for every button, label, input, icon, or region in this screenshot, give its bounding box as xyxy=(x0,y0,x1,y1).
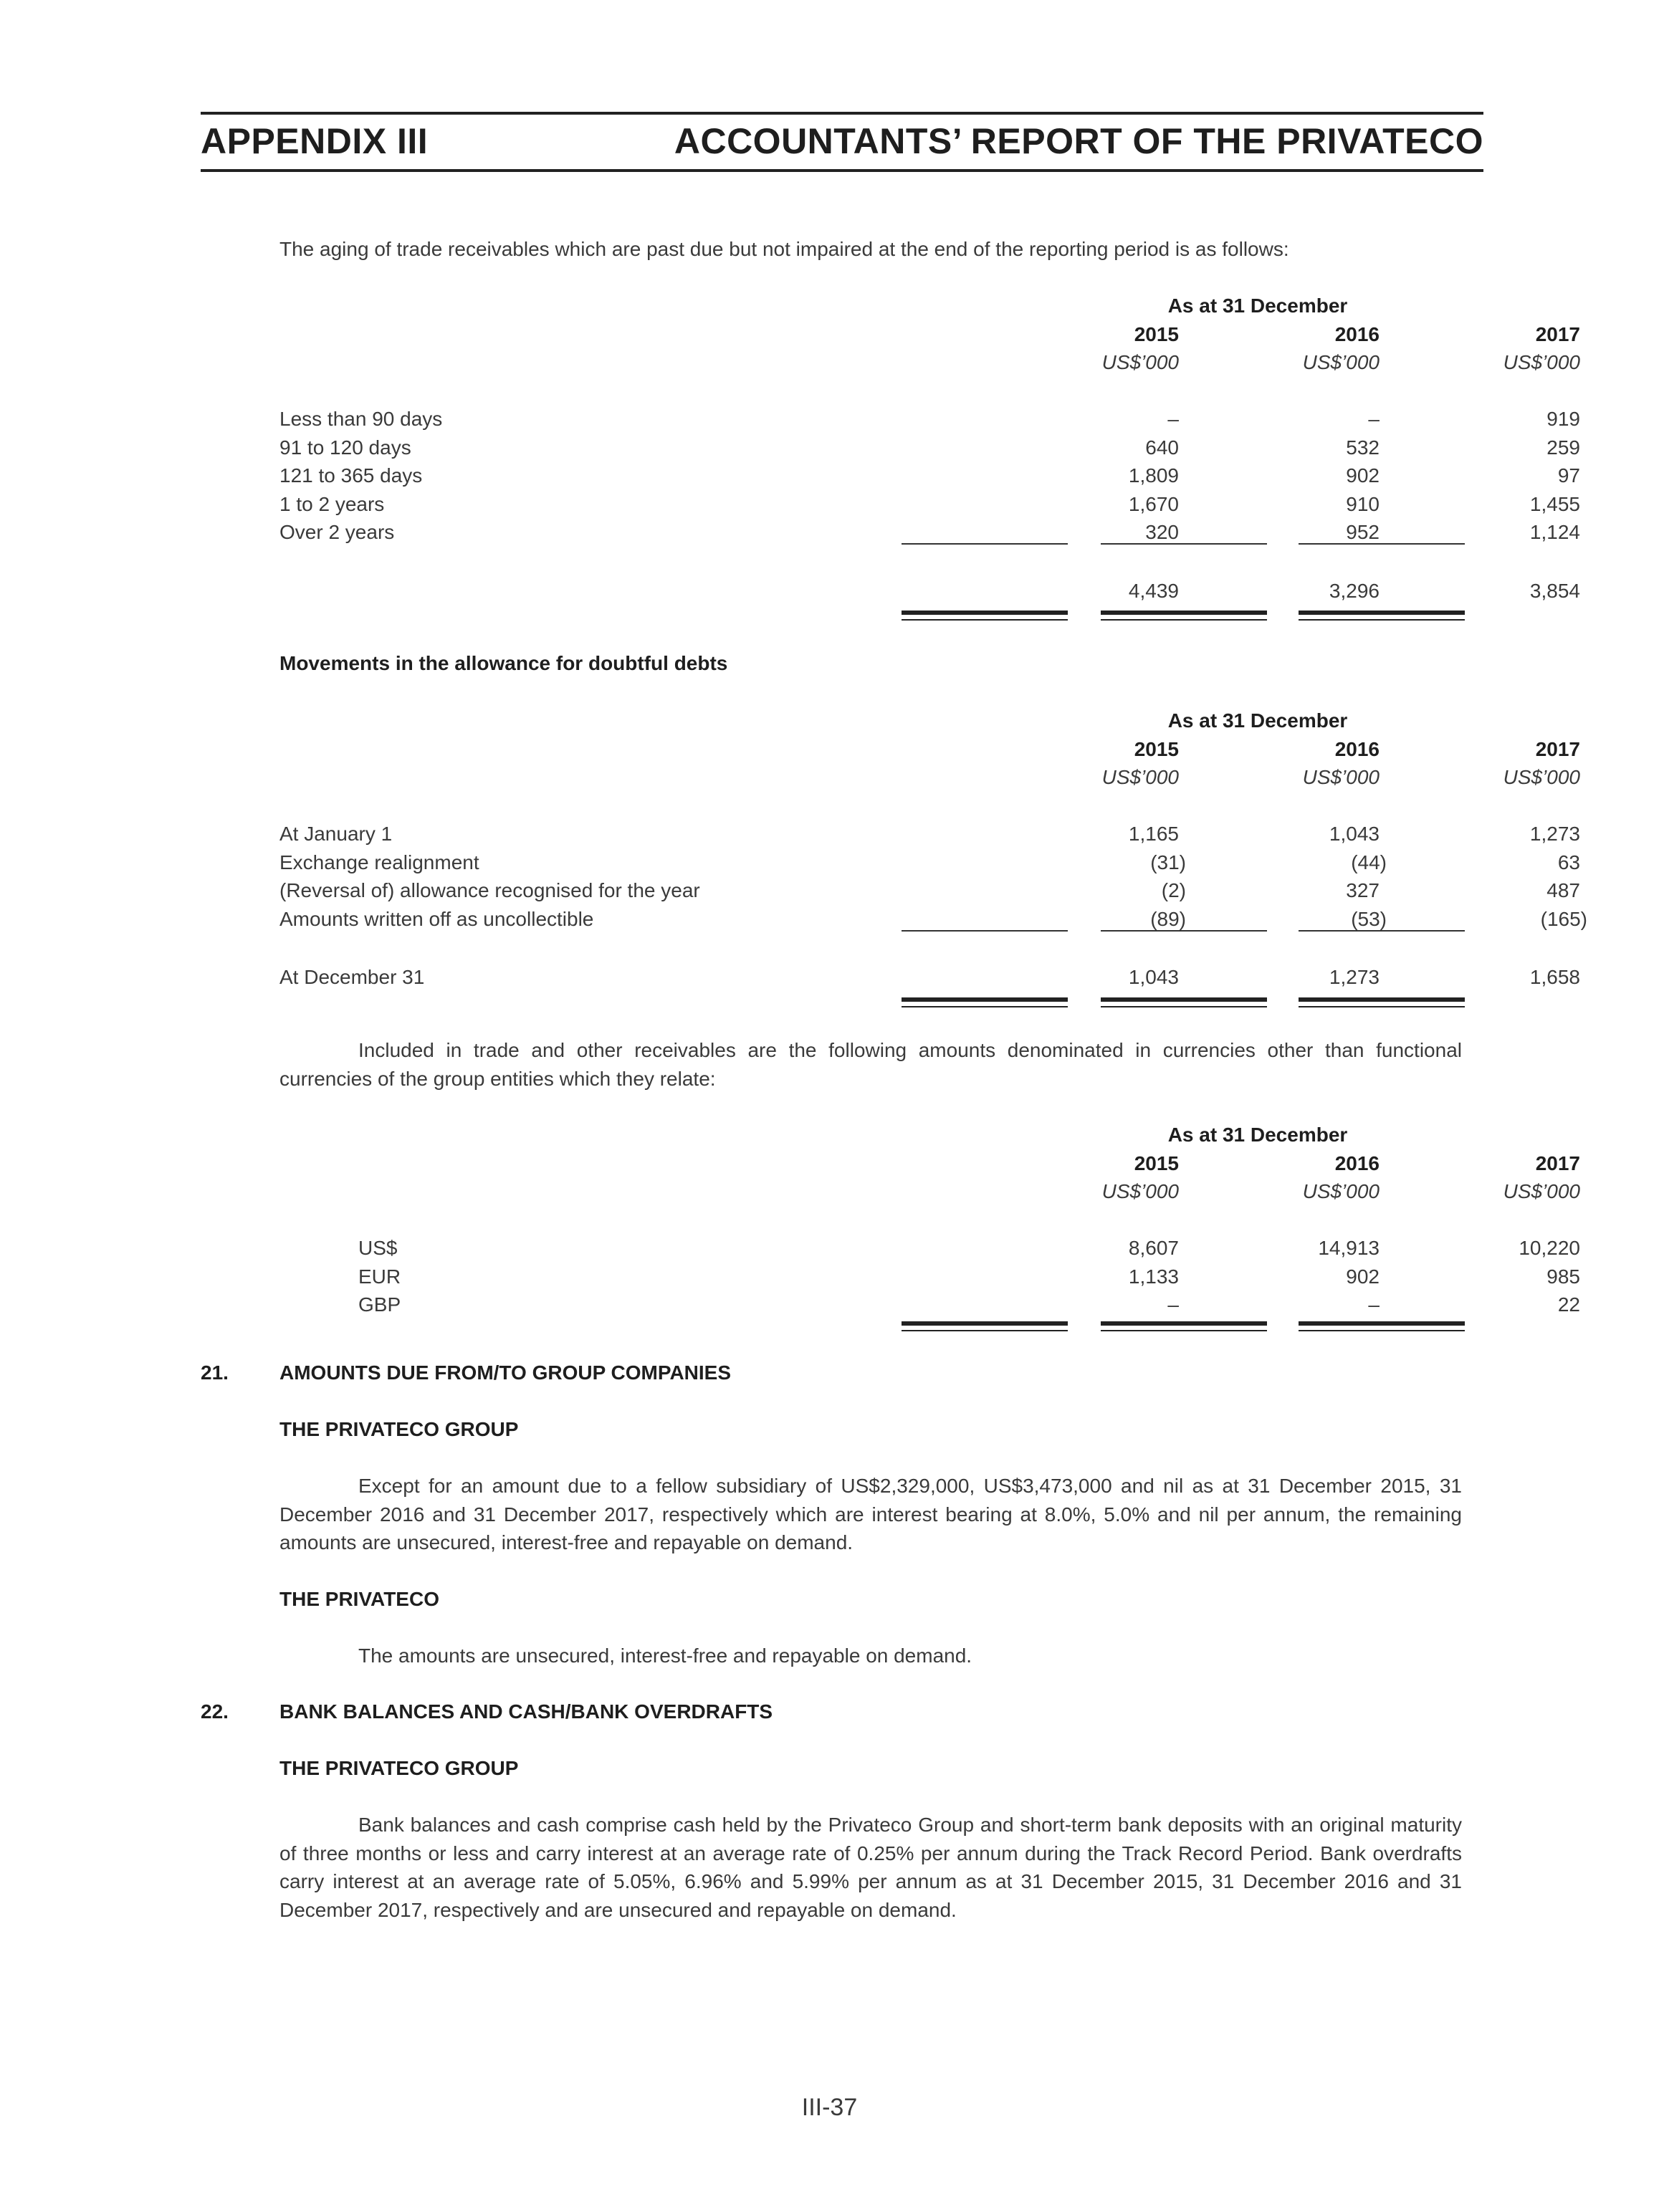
row-label: 1 to 2 years xyxy=(279,492,385,515)
total-double-rule xyxy=(1299,619,1465,621)
table-year-row xyxy=(279,735,1580,764)
year-header: 2017 xyxy=(1535,737,1580,760)
row-label: Over 2 years xyxy=(279,521,395,543)
row-label: Exchange realignment xyxy=(279,851,479,873)
cell-value: (165) xyxy=(1540,907,1587,930)
row-label: 91 to 120 days xyxy=(279,436,411,459)
appendix-label: APPENDIX III xyxy=(201,121,429,161)
cell-value: (2) xyxy=(1161,879,1186,901)
total-value: 1,273 xyxy=(1329,966,1380,988)
total-double-rule xyxy=(1299,1006,1465,1007)
cell-value: 952 xyxy=(1346,521,1380,543)
cell-value: 259 xyxy=(1546,436,1580,459)
total-double-rule xyxy=(1299,997,1465,1002)
table-caption-row xyxy=(279,1121,1483,1149)
header-top-rule xyxy=(201,112,1483,115)
subsection-title: THE PRIVATECO GROUP xyxy=(279,1418,519,1440)
total-row xyxy=(279,963,1580,992)
subtotal-rule xyxy=(902,543,1068,545)
cell-value: 1,455 xyxy=(1529,492,1580,515)
section21-paragraph: Except for an amount due to a fellow subsidiary of US$2,329,000, US$3,473,000 and nil as at 31 December 2015, 31 December 2016 and 31 December 2017, respectively which are interest bearing at 8.0%, 5.0% and nil per annum, the remaining amounts are unsecured, interest-free and repayable on demand. xyxy=(279,1475,1462,1554)
report-title: ACCOUNTANTS’ REPORT OF THE PRIVATECO xyxy=(674,121,1483,161)
total-value: 1,658 xyxy=(1529,966,1580,988)
table-row xyxy=(279,848,1580,877)
total-double-rule xyxy=(1101,1321,1267,1326)
unit-header: US$’000 xyxy=(1503,1180,1580,1202)
year-header: 2016 xyxy=(1334,1152,1380,1174)
section22-paragraph: Bank balances and cash comprise cash held by the Privateco Group and short-term bank deposits with an original maturity of three months or less and carry interest at an average rate of 0.25% per annum during the Track Record Period. Bank overdrafts carry interest at an average rate of 5.05%, 6.96% and 5.99% per annum as at 31 December 2015, 31 December 2016 and 31 December 2017, respectively and are unsecured and repayable on demand. xyxy=(279,1814,1462,1921)
aging-table xyxy=(279,292,1580,547)
cell-value: 320 xyxy=(1145,521,1179,543)
table-row xyxy=(279,905,1587,934)
section-title: AMOUNTS DUE FROM/TO GROUP COMPANIES xyxy=(279,1361,732,1384)
subtotal-rule xyxy=(1299,930,1465,932)
cell-value: – xyxy=(1167,1293,1179,1316)
cell-value: 1,670 xyxy=(1128,492,1179,515)
total-double-rule xyxy=(1101,1006,1267,1007)
subtotal-rule xyxy=(1299,543,1465,545)
cell-value: 1,133 xyxy=(1128,1265,1179,1288)
currency-table xyxy=(279,1121,1580,1319)
total-double-rule xyxy=(1101,997,1267,1002)
cell-value: (31) xyxy=(1150,851,1186,873)
table-year-row xyxy=(279,320,1580,349)
total-value: 3,296 xyxy=(1329,580,1380,602)
row-label: US$ xyxy=(358,1237,398,1259)
table-row xyxy=(279,434,1580,462)
table-year-row xyxy=(279,1149,1580,1178)
year-header: 2015 xyxy=(1134,1152,1179,1174)
table-row xyxy=(279,876,1580,905)
section-number: 21. xyxy=(201,1361,229,1384)
subsection-title: THE PRIVATECO GROUP xyxy=(279,1757,519,1779)
year-header: 2017 xyxy=(1535,322,1580,345)
subtotal-rule xyxy=(902,930,1068,932)
cell-value: 97 xyxy=(1557,464,1580,487)
unit-header: US$’000 xyxy=(1101,351,1179,373)
unit-header: US$’000 xyxy=(1101,1180,1179,1202)
row-label: (Reversal of) allowance recognised for the year xyxy=(279,879,700,901)
table-caption-row xyxy=(279,292,1483,320)
cell-value: 532 xyxy=(1346,436,1380,459)
cell-value: – xyxy=(1368,1293,1380,1316)
table-row xyxy=(279,1263,1580,1291)
total-double-rule xyxy=(1101,619,1267,621)
unit-header: US$’000 xyxy=(1101,766,1179,788)
year-header: 2016 xyxy=(1334,322,1380,345)
section-title: BANK BALANCES AND CASH/BANK OVERDRAFTS xyxy=(279,1700,773,1723)
unit-header: US$’000 xyxy=(1302,351,1380,373)
total-value: 4,439 xyxy=(1128,580,1179,602)
table-unit-row xyxy=(279,1177,1580,1206)
allowance-table xyxy=(279,707,1587,933)
table-row xyxy=(279,1234,1580,1263)
total-double-rule xyxy=(902,1006,1068,1007)
cell-value: 910 xyxy=(1346,492,1380,515)
aging-intro: The aging of trade receivables which are past due but not impaired at the end of the reporting period is as follows: xyxy=(279,238,1289,260)
cell-value: – xyxy=(1167,408,1179,430)
row-label: Less than 90 days xyxy=(279,408,443,430)
unit-header: US$’000 xyxy=(1302,766,1380,788)
page-number: III-37 xyxy=(801,2094,858,2121)
row-label: GBP xyxy=(358,1293,401,1316)
cell-value: 1,809 xyxy=(1128,464,1179,487)
cell-value: 1,124 xyxy=(1529,521,1580,543)
row-label: 121 to 365 days xyxy=(279,464,423,487)
table-row xyxy=(279,1291,1580,1319)
subsection-title: THE PRIVATECO xyxy=(279,1588,439,1610)
total-double-rule xyxy=(902,611,1068,615)
header-bottom-rule xyxy=(201,169,1483,172)
total-double-rule xyxy=(902,619,1068,621)
total-double-rule xyxy=(1299,1321,1465,1326)
total-double-rule xyxy=(902,1330,1068,1331)
total-value: 3,854 xyxy=(1529,580,1580,602)
total-row xyxy=(279,577,1580,605)
cell-value: 8,607 xyxy=(1128,1237,1179,1259)
total-value: 1,043 xyxy=(1128,966,1179,988)
allowance-total-row xyxy=(279,963,1580,992)
cell-value: 985 xyxy=(1546,1265,1580,1288)
table-row xyxy=(279,405,1580,434)
total-double-rule xyxy=(1299,1330,1465,1331)
cell-value: (89) xyxy=(1150,907,1186,930)
table-caption: As at 31 December xyxy=(1167,295,1348,317)
cell-value: 10,220 xyxy=(1519,1237,1580,1259)
allowance-heading: Movements in the allowance for doubtful debts xyxy=(279,652,728,674)
row-label: Amounts written off as uncollectible xyxy=(279,907,594,930)
cell-value: 919 xyxy=(1546,408,1580,430)
cell-value: 1,273 xyxy=(1529,823,1580,845)
row-label: At January 1 xyxy=(279,823,393,845)
cell-value: 63 xyxy=(1557,851,1580,873)
table-unit-row xyxy=(279,763,1580,792)
table-row xyxy=(279,820,1580,848)
section-number: 22. xyxy=(201,1700,229,1723)
year-header: 2016 xyxy=(1334,737,1380,760)
cell-value: 1,043 xyxy=(1329,823,1380,845)
unit-header: US$’000 xyxy=(1503,766,1580,788)
table-row xyxy=(279,461,1580,490)
subtotal-rule xyxy=(1101,930,1267,932)
currency-intro: Included in trade and other receivables are the following amounts denominated in currencies other than functional currencies of the group entities which they relate: xyxy=(279,1039,1462,1090)
total-double-rule xyxy=(902,1321,1068,1326)
cell-value: 487 xyxy=(1546,879,1580,901)
total-double-rule xyxy=(1101,1330,1267,1331)
row-label: At December 31 xyxy=(279,966,425,988)
row-label: EUR xyxy=(358,1265,401,1288)
cell-value: 902 xyxy=(1346,464,1380,487)
aging-total-row xyxy=(279,577,1580,605)
cell-value: 22 xyxy=(1557,1293,1580,1316)
table-caption: As at 31 December xyxy=(1167,709,1348,732)
year-header: 2015 xyxy=(1134,322,1179,345)
table-caption: As at 31 December xyxy=(1167,1124,1348,1146)
cell-value: – xyxy=(1368,408,1380,430)
cell-value: 14,913 xyxy=(1318,1237,1380,1259)
table-unit-row xyxy=(279,348,1580,377)
cell-value: 902 xyxy=(1346,1265,1380,1288)
table-row xyxy=(279,518,1580,547)
total-double-rule xyxy=(902,997,1068,1002)
unit-header: US$’000 xyxy=(1503,351,1580,373)
section21-paragraph-2: The amounts are unsecured, interest-free and repayable on demand. xyxy=(358,1644,972,1667)
table-caption-row xyxy=(279,707,1483,735)
cell-value: 1,165 xyxy=(1128,823,1179,845)
subtotal-rule xyxy=(1101,543,1267,545)
cell-value: 327 xyxy=(1346,879,1380,901)
cell-value: 640 xyxy=(1145,436,1179,459)
cell-value: (53) xyxy=(1351,907,1387,930)
table-row xyxy=(279,490,1580,519)
year-header: 2015 xyxy=(1134,737,1179,760)
total-double-rule xyxy=(1299,611,1465,615)
unit-header: US$’000 xyxy=(1302,1180,1380,1202)
total-double-rule xyxy=(1101,611,1267,615)
year-header: 2017 xyxy=(1535,1152,1580,1174)
cell-value: (44) xyxy=(1351,851,1387,873)
